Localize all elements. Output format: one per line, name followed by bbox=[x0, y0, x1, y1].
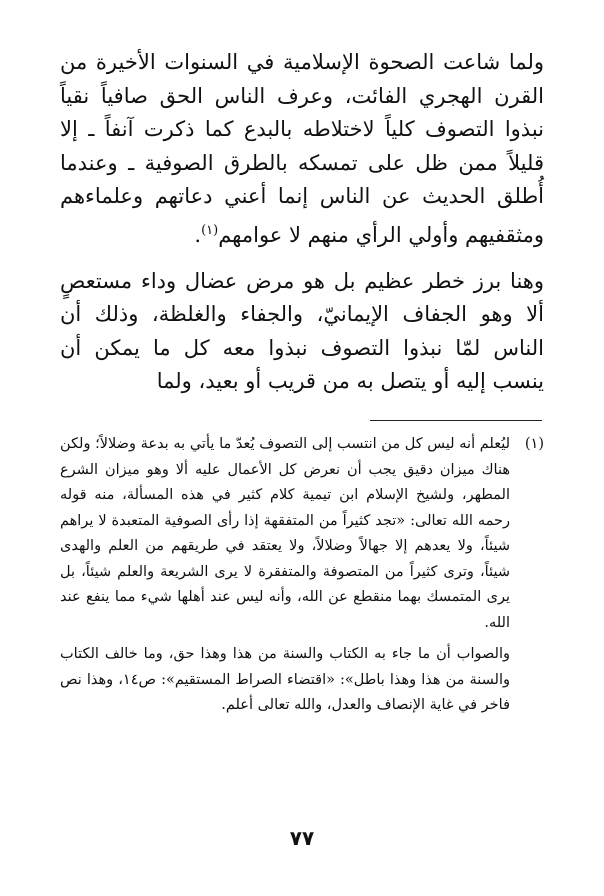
footnote-1 bbox=[60, 432, 544, 636]
footnote-1-continuation: والصواب أن ما جاء به الكتاب والسنة من هذا وهذا حق، وما خالف الكتاب والسنة من هذا وهذا باطل»: «اقتضاء الصراط المستقيم»: ص١٤، وهذا نص فاخر في غاية الإنصاف والعدل، والله تعالى أعلم. bbox=[60, 646, 510, 713]
paragraph-1-text: ولما شاعت الصحوة الإسلامية في السنوات الأخيرة من القرن الهجري الفائت، وعرف الناس الحق صافياً نقياً نبذوا التصوف كلياً لاختلاطه بالبدع كما ذكرت آنفاً ـ إلا قليلاً ممن ظل على تمسكه بالطرق الصوفية ـ وعندما أُطلق الحديث عن الناس إنما أعني دعاتهم وعلماءهم ومثقفيهم وأولي الرأي منهم لا عوامهم bbox=[60, 50, 544, 247]
main-text bbox=[60, 46, 544, 399]
paragraph-1 bbox=[60, 46, 544, 253]
paragraph-1-end: . bbox=[194, 222, 202, 247]
footnotes bbox=[60, 432, 544, 719]
footnote-separator bbox=[370, 420, 542, 421]
footnote-marker: (١) bbox=[524, 436, 544, 452]
footnote-1-text: ليُعلم أنه ليس كل من انتسب إلى التصوف يُعدّ ما يأتي به بدعة وضلالاً؛ ولكن هناك ميزان دقيق يجب أن نعرض كل الأعمال عليه ألا وهو ميزان الشرع المطهر، ولشيخ الإسلام ابن تيمية كلام كثير في هذه المسألة، منه قوله رحمه الله تعالى: «تجد كثيراً من المتفقهة إذا رأى الصوفية المتعبدة لا يراهم شيئاً، ولا يعدهم إلا جهالاً وضلالاً، ولا يعتقد في طريقهم من العلم والهدى شيئاً، وترى كثيراً من المتصوفة والمتفقرة لا يرى الشريعة والعلم شيئاً، بل يرى المتمسك بهما منقطع عن الله، وأنه ليس عند أهلها شيء مما ينفع عند الله. bbox=[60, 436, 510, 631]
page-number: ٧٧ bbox=[289, 826, 315, 850]
paragraph-2: وهنا برز خطر عظيم بل هو مرض عضال وداء مستعصٍ ألا وهو الجفاف الإيمانيّ، والجفاء والغلظة، وذلك أن الناس لمّا نبذوا التصوف نبذوا معه كل ما يمكن أن ينسب إليه أو يتصل به من قريب أو بعيد، ولما bbox=[60, 268, 544, 394]
footnote-reference: (١) bbox=[201, 222, 219, 238]
